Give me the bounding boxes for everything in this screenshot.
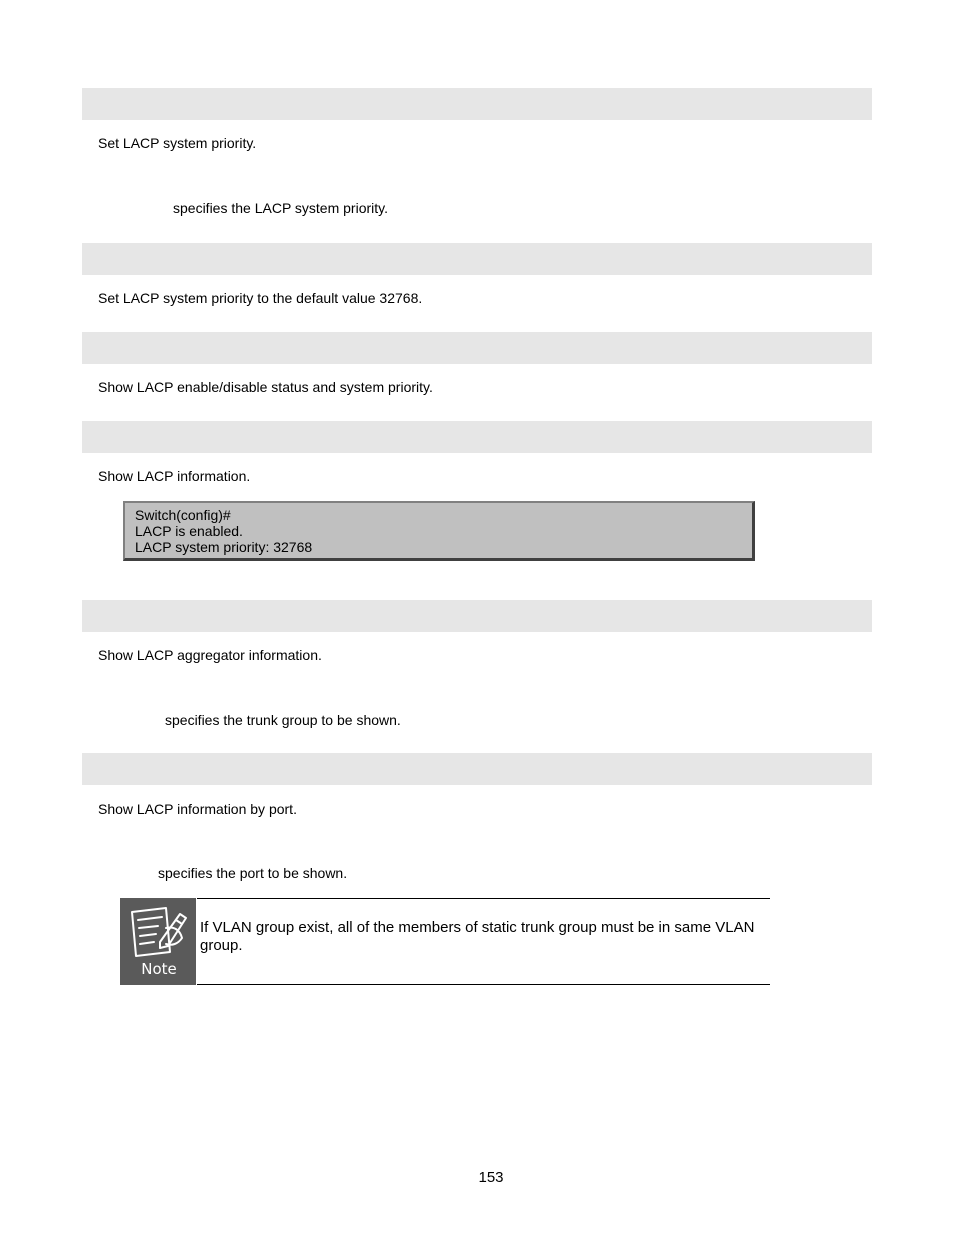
section-description: Set LACP system priority to the default value 32768. bbox=[98, 290, 423, 306]
section-header-bar bbox=[82, 421, 872, 453]
notepad-pencil-icon bbox=[120, 898, 196, 985]
section-description: Show LACP information by port. bbox=[98, 801, 297, 817]
section-header-bar bbox=[82, 600, 872, 632]
note-text: If VLAN group exist, all of the members of static trunk group must be in same VLAN group. bbox=[200, 919, 755, 954]
section-header-bar bbox=[82, 243, 872, 275]
note-icon bbox=[120, 898, 196, 985]
section-description: Set LACP system priority. bbox=[98, 135, 257, 151]
note-top-rule bbox=[197, 898, 770, 899]
console-line: LACP is enabled. bbox=[135, 523, 243, 539]
section-header-bar bbox=[82, 88, 872, 120]
parameter-description: specifies the port to be shown. bbox=[158, 865, 348, 881]
note-bottom-rule bbox=[197, 984, 770, 985]
section-description: Show LACP enable/disable status and system priority. bbox=[98, 379, 433, 395]
section-header-bar bbox=[82, 753, 872, 785]
page-number: 153 bbox=[478, 1169, 504, 1186]
parameter-description: specifies the trunk group to be shown. bbox=[165, 712, 401, 728]
console-line: Switch(config)# bbox=[135, 507, 231, 523]
parameter-description: specifies the LACP system priority. bbox=[173, 200, 389, 216]
section-description: Show LACP aggregator information. bbox=[98, 647, 322, 663]
section-description: Show LACP information. bbox=[98, 468, 251, 484]
console-output-box bbox=[123, 501, 755, 561]
console-line: LACP system priority: 32768 bbox=[135, 539, 313, 555]
note-icon-label: Note bbox=[141, 960, 177, 978]
section-header-bar bbox=[82, 332, 872, 364]
